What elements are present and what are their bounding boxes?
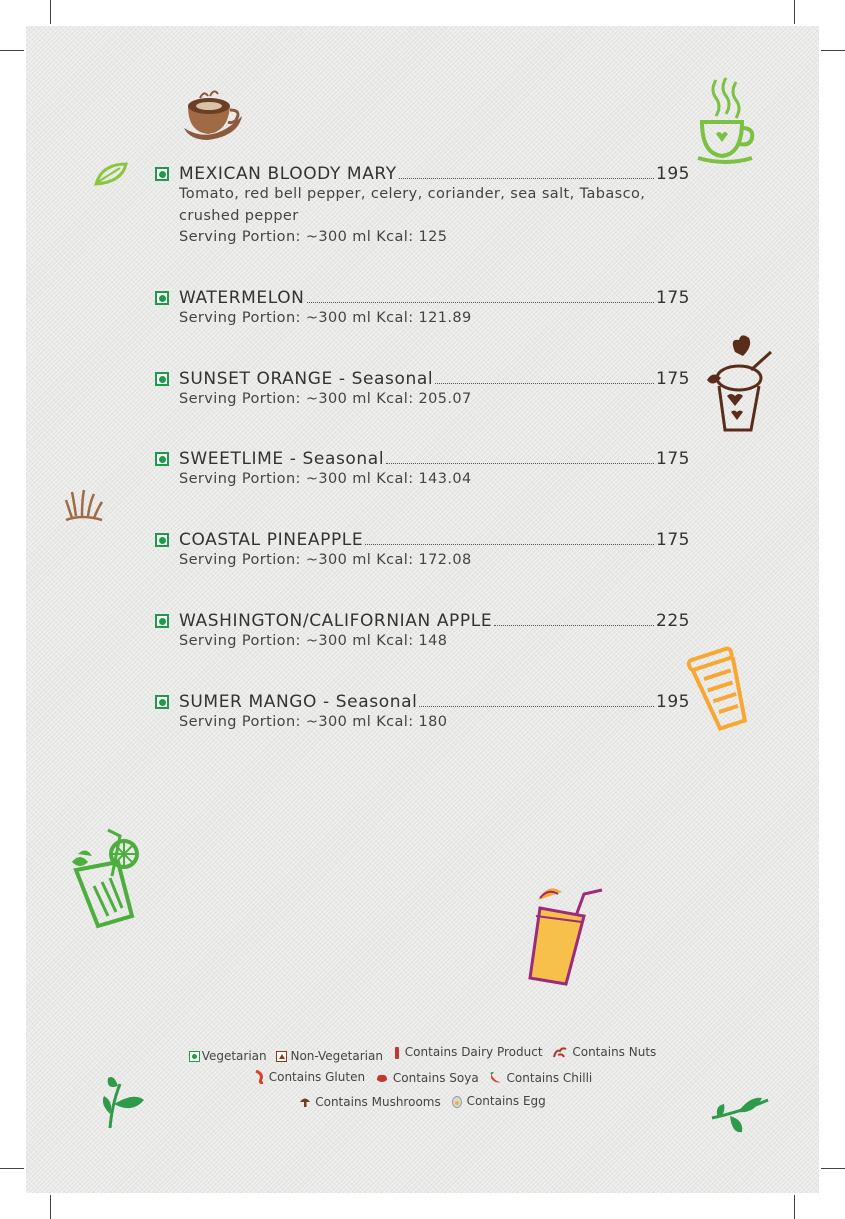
crop-mark: [821, 50, 845, 51]
legend-label: Contains Gluten: [268, 1069, 366, 1084]
legend-label: Non-Vegetarian: [290, 1048, 383, 1063]
vegetarian-icon: [155, 291, 169, 305]
item-portion: Serving Portion: ~300 ml Kcal: 125: [179, 229, 448, 245]
green-tea-cup-icon: [696, 76, 756, 164]
legend-vegetarian: [189, 1046, 267, 1067]
item-price: 225: [656, 611, 690, 631]
item-name: COASTAL PINEAPPLE: [179, 530, 364, 550]
item-portion: Serving Portion: ~300 ml Kcal: 143.04: [179, 471, 472, 487]
dot-leader: [307, 301, 655, 303]
legend-label: Contains Nuts: [572, 1045, 657, 1059]
item-price: 175: [656, 288, 690, 308]
vegetarian-icon: [189, 1051, 200, 1062]
crop-mark: [0, 50, 24, 51]
legend-egg: [451, 1091, 546, 1112]
item-price: 195: [656, 164, 690, 184]
item-portion: Serving Portion: ~300 ml Kcal: 180: [179, 714, 448, 730]
item-name: WATERMELON: [179, 288, 305, 308]
item-name: WASHINGTON/CALIFORNIAN APPLE: [179, 611, 493, 631]
item-portion: Serving Portion: ~300 ml Kcal: 205.07: [179, 391, 472, 407]
legend-non-vegetarian: [276, 1046, 383, 1067]
item-price: 175: [656, 449, 690, 469]
non-vegetarian-icon: [276, 1051, 287, 1062]
dietary-legend: [0, 1042, 845, 1115]
dot-leader: [419, 705, 654, 707]
takeaway-cup-icon: [684, 646, 760, 732]
dairy-bottle-icon: [393, 1047, 401, 1059]
legend-chilli: [489, 1068, 593, 1089]
vegetarian-icon: [155, 533, 169, 547]
dot-leader: [494, 624, 654, 626]
legend-gluten: [253, 1067, 365, 1088]
menu-item-coastal-pineapple: [155, 528, 690, 572]
vegetarian-icon: [155, 167, 169, 181]
crop-mark: [50, 0, 51, 24]
legend-label: Contains Mushrooms: [315, 1094, 441, 1109]
chilli-icon: [489, 1072, 503, 1084]
vegetarian-icon: [155, 614, 169, 628]
legend-label: Contains Chilli: [506, 1070, 593, 1085]
item-name: SUMER MANGO - Seasonal: [179, 692, 418, 712]
legend-dairy: [393, 1042, 543, 1063]
crop-mark: [794, 1195, 795, 1219]
crop-mark: [50, 1195, 51, 1219]
frappe-cup-icon: [705, 330, 777, 440]
item-name: SWEETLIME - Seasonal: [179, 449, 385, 469]
item-price: 175: [656, 369, 690, 389]
mojito-glass-icon: [68, 826, 144, 930]
menu-item-mexican-bloody-mary: [155, 162, 690, 249]
legend-mushrooms: [299, 1092, 441, 1113]
legend-label: Vegetarian: [201, 1048, 267, 1063]
legend-label: Contains Dairy Product: [404, 1045, 543, 1059]
crop-mark: [794, 0, 795, 24]
juice-glass-icon: [526, 880, 606, 990]
item-price: 175: [656, 530, 690, 550]
crop-mark: [821, 1168, 845, 1169]
legend-soya: [375, 1068, 479, 1089]
dot-leader: [399, 177, 654, 179]
menu-item-sweetlime: [155, 447, 690, 491]
dot-leader: [386, 462, 654, 464]
item-portion: Serving Portion: ~300 ml Kcal: 121.89: [179, 310, 472, 326]
dot-leader: [365, 543, 654, 545]
egg-icon: [451, 1095, 463, 1108]
item-name: SUNSET ORANGE - Seasonal: [179, 369, 434, 389]
vegetarian-icon: [155, 695, 169, 709]
nuts-icon: [552, 1047, 568, 1059]
item-portion: Serving Portion: ~300 ml Kcal: 172.08: [179, 552, 472, 568]
item-description: Tomato, red bell pepper, celery, coriander, sea salt, Tabasco, crushed pepper: [179, 186, 646, 224]
coffee-cup-icon: [178, 86, 248, 144]
leaf-icon: [94, 160, 128, 188]
mushroom-icon: [299, 1096, 311, 1108]
menu-item-watermelon: [155, 286, 690, 330]
vegetarian-icon: [155, 372, 169, 386]
coral-icon: [62, 488, 106, 524]
soya-bean-icon: [375, 1072, 389, 1084]
vegetarian-icon: [155, 452, 169, 466]
item-name: MEXICAN BLOODY MARY: [179, 164, 397, 184]
legend-nuts: [552, 1042, 656, 1063]
menu-item-sunset-orange: [155, 367, 690, 411]
wheat-icon: [253, 1070, 265, 1084]
item-portion: Serving Portion: ~300 ml Kcal: 148: [179, 633, 448, 649]
dot-leader: [435, 382, 654, 384]
menu-item-sumer-mango: [155, 690, 690, 734]
item-price: 195: [656, 692, 690, 712]
legend-label: Contains Egg: [466, 1094, 546, 1108]
crop-mark: [0, 1168, 24, 1169]
legend-label: Contains Soya: [392, 1070, 479, 1085]
menu-item-washington-apple: [155, 609, 690, 653]
